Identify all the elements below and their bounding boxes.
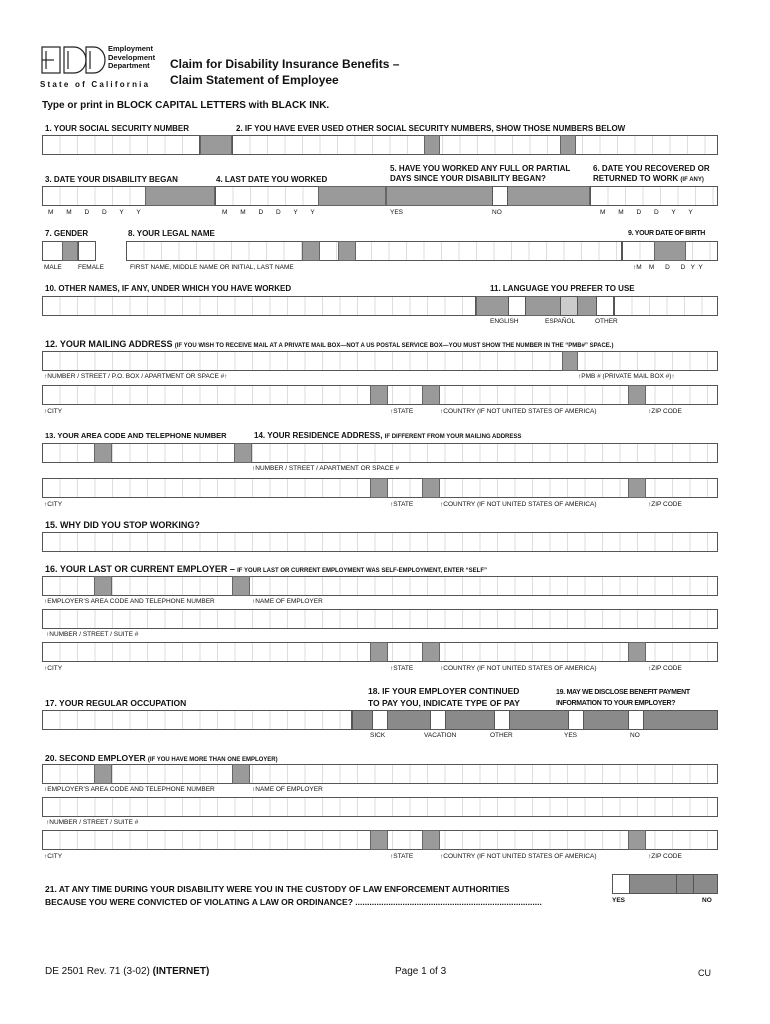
- instruction: Type or print in BLOCK CAPITAL LETTERS with BLACK INK.: [42, 100, 330, 111]
- date4-caption: M M D D Y Y: [222, 209, 315, 216]
- ssn-separator: [200, 135, 232, 155]
- mailing-pmb-caption: ↑PMB # (PRIVATE MAIL BOX #)↑: [578, 373, 675, 380]
- mailing-street-caption: ↑NUMBER / STREET / P.O. BOX / APARTMENT OR SPACE #↑: [44, 373, 228, 380]
- emp-phone-sep: [94, 576, 112, 596]
- pay-sick-label: SICK: [370, 732, 386, 739]
- page-number: Page 1 of 3: [395, 966, 447, 977]
- edd-logo: [40, 45, 160, 93]
- emp2-country-caption: ↑COUNTRY (IF NOT UNITED STATES OF AMERICA): [440, 853, 597, 860]
- q19-label: 19. MAY WE DISCLOSE BENEFIT PAYMENT INFORMATION TO YOUR EMPLOYER?: [556, 689, 690, 707]
- emp2-zip-sep: [628, 830, 646, 850]
- emp-city-sep: [370, 642, 388, 662]
- form-title-line1: Claim for Disability Insurance Benefits –: [170, 57, 400, 71]
- second-employer-street-input[interactable]: [42, 797, 718, 817]
- name-sep-2: [338, 241, 356, 261]
- pay-vacation-checkbox[interactable]: [430, 710, 446, 730]
- second-employer-phone-input[interactable]: [42, 764, 718, 784]
- disclose-yes-checkbox[interactable]: [568, 710, 584, 730]
- emp2-city-sep: [370, 830, 388, 850]
- lang-shade: [476, 296, 614, 316]
- emp-state-sep: [422, 642, 440, 662]
- other-ssn-input[interactable]: [232, 135, 718, 155]
- emp-name-sep: [232, 576, 250, 596]
- emp2-city-caption: ↑CITY: [44, 853, 63, 860]
- q5-no-label: NO: [492, 209, 502, 216]
- other-ssn-separator-2: [560, 135, 576, 155]
- q14-label: 14. YOUR RESIDENCE ADDRESS, IF DIFFERENT FROM YOUR MAILING ADDRESS: [254, 431, 522, 440]
- pay-vacation-label: VACATION: [424, 732, 457, 739]
- emp-state-caption: ↑STATE: [390, 665, 414, 672]
- pay-shade: [352, 710, 718, 730]
- disclose-no-label: NO: [630, 732, 640, 739]
- q12-label: 12. YOUR MAILING ADDRESS (IF YOU WISH TO RECEIVE MAIL AT A PRIVATE MAIL BOX—NOT A US POSTAL SERVICE BOX—YOU MUST SHOW THE NUMBER IN THE “PMB#” SPACE.): [45, 339, 614, 349]
- legal-name-input[interactable]: [126, 241, 622, 261]
- disclose-no-checkbox[interactable]: [628, 710, 644, 730]
- q4-label: 4. LAST DATE YOU WORKED: [216, 175, 328, 184]
- q5-shade: [386, 186, 590, 206]
- agency-name-line2: Development: [108, 52, 156, 62]
- lang-english-label: ENGLISH: [490, 318, 519, 325]
- male-label: MALE: [44, 264, 62, 271]
- lang-other-label: OTHER: [595, 318, 618, 325]
- res-zip-sep: [628, 478, 646, 498]
- q21-yes-label: YES: [612, 897, 626, 904]
- other-names-input[interactable]: [42, 296, 476, 316]
- q7-label: 7. GENDER: [45, 229, 89, 238]
- agency-name: [108, 45, 155, 71]
- mailing-pmb-sep: [562, 351, 578, 371]
- q16-label: 16. YOUR LAST OR CURRENT EMPLOYER – IF YOUR LAST OR CURRENT EMPLOYMENT WAS SELF-EMPLOYMENT, ENTER “SELF”: [45, 564, 488, 574]
- mailing-country-caption: ↑COUNTRY (IF NOT UNITED STATES OF AMERICA): [440, 408, 597, 415]
- mailing-state-caption: ↑STATE: [390, 408, 414, 415]
- lang-english-checkbox[interactable]: [508, 296, 526, 316]
- q20-label: 20. SECOND EMPLOYER (IF YOU HAVE MORE THAN ONE EMPLOYER): [45, 753, 278, 763]
- edd-logo-mark: [40, 45, 106, 77]
- mailing-zip-sep: [628, 385, 646, 405]
- q9-label: 9. YOUR DATE OF BIRTH: [628, 230, 706, 237]
- emp2-phone-sep: [94, 764, 112, 784]
- q13-label: 13. YOUR AREA CODE AND TELEPHONE NUMBER: [45, 431, 227, 440]
- q8-label: 8. YOUR LEGAL NAME: [128, 229, 215, 238]
- date4-separator: [318, 186, 386, 206]
- lang-espanol-checkbox[interactable]: [560, 296, 578, 316]
- form-code: CU: [698, 968, 711, 978]
- lang-espanol-label: ESPAÑOL: [545, 318, 576, 325]
- ssn-input[interactable]: [42, 135, 200, 155]
- emp2-name-caption: ↑NAME OF EMPLOYER: [252, 786, 323, 793]
- q21-no-label: NO: [702, 897, 712, 904]
- gender-female-checkbox[interactable]: [78, 241, 96, 261]
- mailing-city-sep: [370, 385, 388, 405]
- pay-other-label: OTHER: [490, 732, 513, 739]
- mailing-state-sep: [422, 385, 440, 405]
- q1-label: 1. YOUR SOCIAL SECURITY NUMBER: [45, 124, 190, 133]
- emp-phone-caption: ↑EMPLOYER’S AREA CODE AND TELEPHONE NUMBER: [44, 598, 215, 605]
- emp-name-caption: ↑NAME OF EMPLOYER: [252, 598, 323, 605]
- q2-label: 2. IF YOU HAVE EVER USED OTHER SOCIAL SECURITY NUMBERS, SHOW THOSE NUMBERS BELOW: [236, 124, 626, 133]
- phone-res-sep: [234, 443, 252, 463]
- lang-other-checkbox[interactable]: [596, 296, 614, 316]
- q18-label: 18. IF YOUR EMPLOYER CONTINUED TO PAY YOU, INDICATE TYPE OF PAY: [368, 686, 520, 708]
- emp2-name-sep: [232, 764, 250, 784]
- emp2-state-sep: [422, 830, 440, 850]
- res-state-sep: [422, 478, 440, 498]
- q3-label: 3. DATE YOUR DISABILITY BEGAN: [45, 175, 178, 184]
- dob-sep: [654, 241, 686, 261]
- q17-label: 17. YOUR REGULAR OCCUPATION: [45, 698, 187, 708]
- date6-caption: M M D D Y Y: [600, 209, 693, 216]
- q21-label: 21. AT ANY TIME DURING YOUR DISABILITY WERE YOU IN THE CUSTODY OF LAW ENFORCEMENT AUTHORITIES BECAUSE YOU WERE CONVICTED OF VIOLATING A LAW OR ORDINANCE? ...............................................................................: [45, 884, 542, 907]
- agency-name-line1: Employment: [108, 44, 154, 53]
- stop-working-input[interactable]: [42, 532, 718, 552]
- q5-yes-checkbox[interactable]: [492, 186, 508, 206]
- emp-city-caption: ↑CITY: [44, 665, 63, 672]
- emp-zip-caption: ↑ZIP CODE: [648, 665, 682, 672]
- agency-name-line3: Department: [108, 61, 150, 70]
- emp2-phone-caption: ↑EMPLOYER’S AREA CODE AND TELEPHONE NUMBER: [44, 786, 215, 793]
- female-label: FEMALE: [78, 264, 105, 271]
- date3-caption: M M D D Y Y: [48, 209, 141, 216]
- form-title-line2: Claim Statement of Employee: [170, 73, 339, 87]
- q6-label: 6. DATE YOU RECOVERED OR RETURNED TO WORK (IF ANY): [593, 164, 710, 183]
- res-country-caption: ↑COUNTRY (IF NOT UNITED STATES OF AMERICA): [440, 501, 597, 508]
- q5-yes-label: YES: [390, 209, 404, 216]
- q15-label: 15. WHY DID YOU STOP WORKING?: [45, 520, 200, 530]
- emp2-street-caption: ↑NUMBER / STREET / SUITE #: [46, 819, 139, 826]
- other-ssn-separator-1: [424, 135, 440, 155]
- mailing-zip-caption: ↑ZIP CODE: [648, 408, 682, 415]
- emp-country-caption: ↑COUNTRY (IF NOT UNITED STATES OF AMERICA): [440, 665, 597, 672]
- res-city-caption: ↑CITY: [44, 501, 63, 508]
- residence-street-caption: ↑NUMBER / STREET / APARTMENT OR SPACE #: [252, 465, 400, 472]
- state-of-california: State of California: [40, 80, 151, 89]
- emp2-zip-caption: ↑ZIP CODE: [648, 853, 682, 860]
- emp-street-caption: ↑NUMBER / STREET / SUITE #: [46, 631, 139, 638]
- q21-yes-checkbox[interactable]: [612, 874, 630, 894]
- recovered-date[interactable]: [590, 186, 718, 206]
- res-city-sep: [370, 478, 388, 498]
- name-caption: FIRST NAME, MIDDLE NAME OR INITIAL, LAST NAME: [130, 264, 294, 271]
- res-zip-caption: ↑ZIP CODE: [648, 501, 682, 508]
- phone-sep: [94, 443, 112, 463]
- emp2-state-caption: ↑STATE: [390, 853, 414, 860]
- mailing-city-caption: ↑CITY: [44, 408, 63, 415]
- employer-street-input[interactable]: [42, 609, 718, 629]
- form-title: [170, 56, 399, 88]
- lang-other-input[interactable]: [614, 296, 718, 316]
- employer-phone-input[interactable]: [42, 576, 718, 596]
- pay-sick-checkbox[interactable]: [372, 710, 388, 730]
- form-id: DE 2501 Rev. 71 (3-02) (INTERNET): [45, 966, 210, 977]
- gender-separator: [62, 241, 78, 261]
- dob-caption: ↑M M D D Y Y: [633, 264, 703, 271]
- res-state-caption: ↑STATE: [390, 501, 414, 508]
- q11-label: 11. LANGUAGE YOU PREFER TO USE: [490, 284, 635, 293]
- q5-label: 5. HAVE YOU WORKED ANY FULL OR PARTIAL DAYS SINCE YOUR DISABILITY BEGAN?: [390, 164, 571, 183]
- name-sep-1: [302, 241, 320, 261]
- pay-other-checkbox[interactable]: [494, 710, 510, 730]
- disclose-yes-label: YES: [564, 732, 578, 739]
- q10-label: 10. OTHER NAMES, IF ANY, UNDER WHICH YOU HAVE WORKED: [45, 284, 292, 293]
- occupation-input[interactable]: [42, 710, 352, 730]
- date3-separator: [145, 186, 215, 206]
- mailing-street-input[interactable]: [42, 351, 718, 371]
- phone-input[interactable]: [42, 443, 718, 463]
- q21-no-checkbox[interactable]: [676, 874, 694, 894]
- emp-zip-sep: [628, 642, 646, 662]
